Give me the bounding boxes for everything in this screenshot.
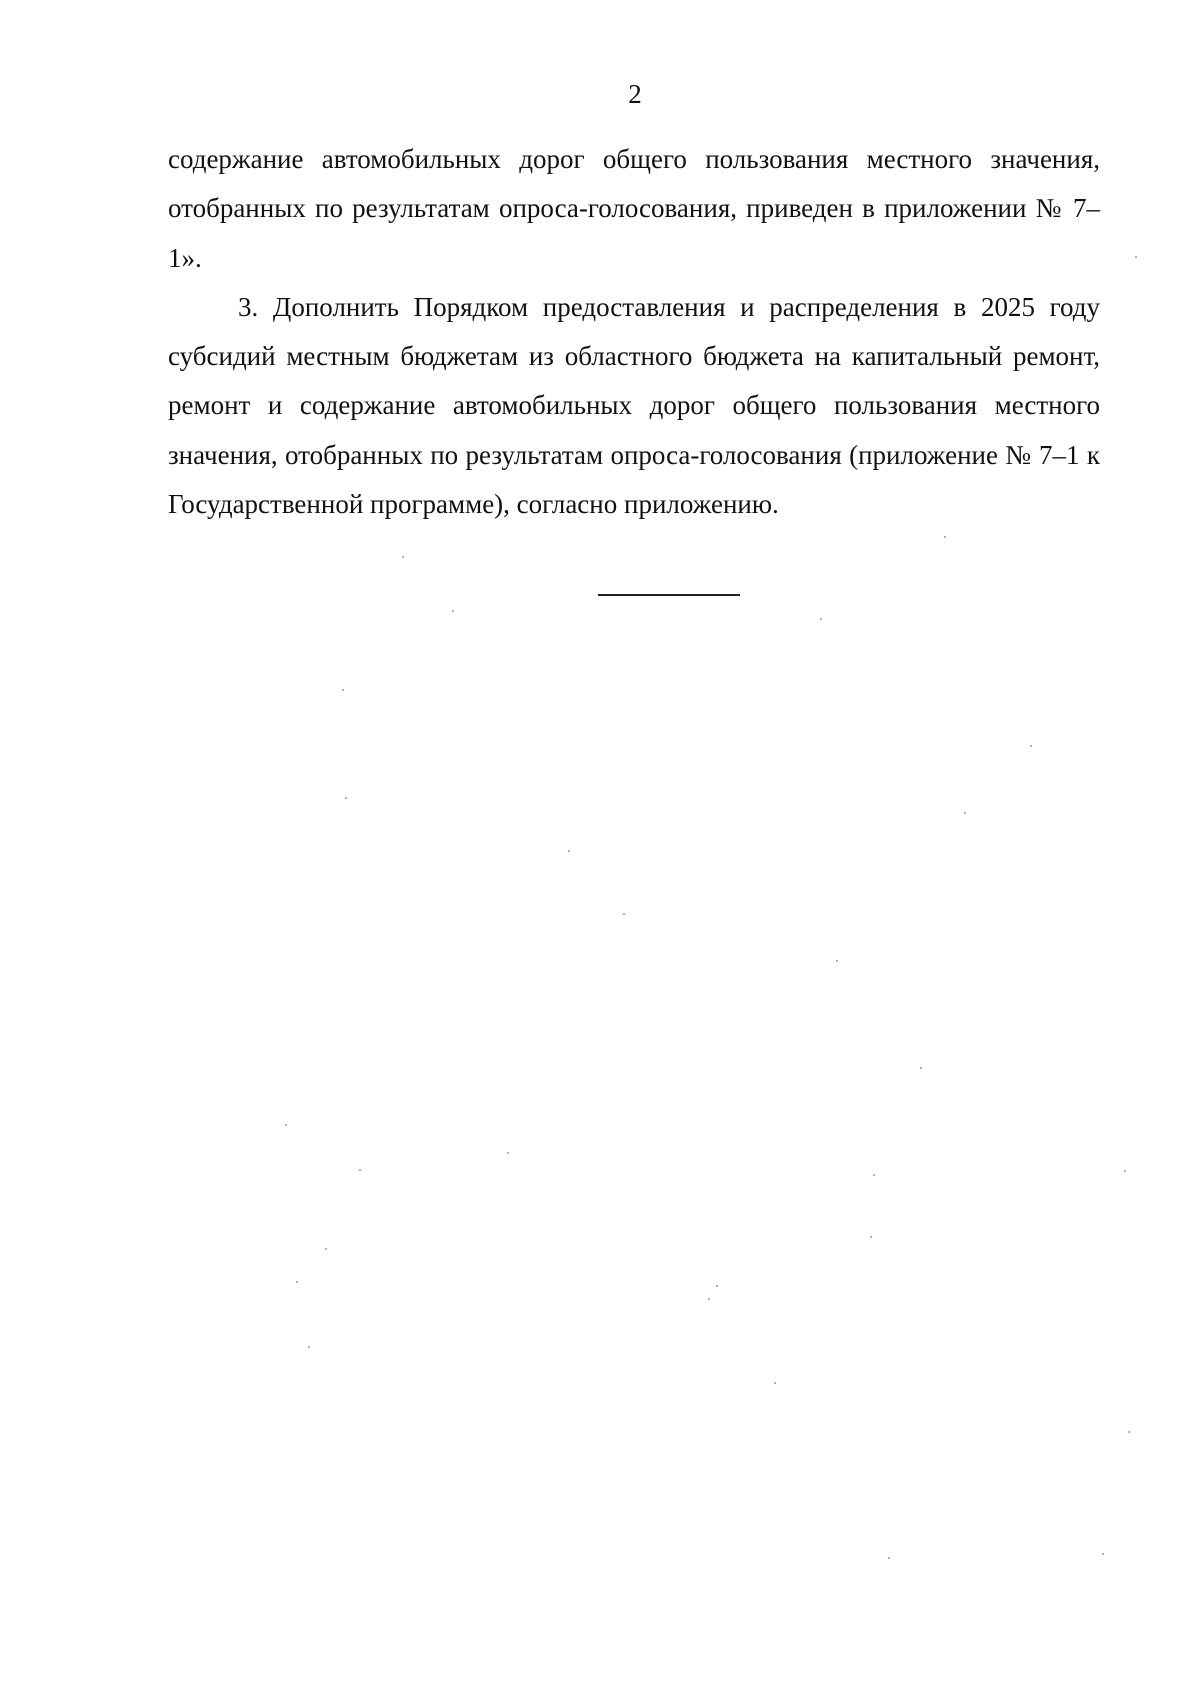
scan-speck xyxy=(1102,1553,1104,1555)
scan-speck xyxy=(888,1557,890,1559)
scan-speck xyxy=(944,536,946,538)
scan-speck xyxy=(708,1298,710,1300)
end-separator-line xyxy=(598,594,740,596)
scan-speck xyxy=(308,1346,310,1348)
scan-speck xyxy=(452,610,454,612)
scan-speck xyxy=(296,1281,298,1283)
scan-speck xyxy=(345,797,347,799)
paragraph-item-3: 3. Дополнить Порядком предоставления и распределения в 2025 году субсидий местным бюджетам из областного бюджета на капитальный ремонт, ремонт и содержание автомобильных дорог общего пользования местного значения, отобранных по результатам опроса-голосования (приложение № 7–1 к Государственной программе), согласно приложению. xyxy=(168,291,1100,520)
scan-speck xyxy=(1124,1170,1126,1172)
document-body xyxy=(168,135,1100,529)
scan-speck xyxy=(285,1124,287,1126)
scan-speck xyxy=(359,1169,361,1171)
scan-speck xyxy=(623,913,625,915)
scan-speck xyxy=(342,689,344,691)
paragraph-continuation: содержание автомобильных дорог общего пользования местного значения, отобранных по результатам опроса-голосования, приведен в приложении № 7–1». xyxy=(168,144,1100,273)
scan-speck xyxy=(836,960,838,962)
scan-speck xyxy=(920,1067,922,1069)
scan-speck xyxy=(1128,1431,1130,1433)
scan-speck xyxy=(774,1382,776,1384)
page-number: 2 xyxy=(628,79,642,109)
scan-speck xyxy=(873,1174,875,1176)
scan-speck xyxy=(402,556,404,558)
scan-speck xyxy=(716,1285,718,1287)
scan-speck xyxy=(1030,745,1032,747)
scan-speck xyxy=(964,812,966,814)
scan-speck xyxy=(820,618,822,620)
scan-speck xyxy=(507,1152,509,1154)
scan-speck xyxy=(325,1248,327,1250)
scan-speck xyxy=(870,1236,872,1238)
scan-speck xyxy=(1135,256,1137,258)
scan-speck xyxy=(568,850,570,852)
